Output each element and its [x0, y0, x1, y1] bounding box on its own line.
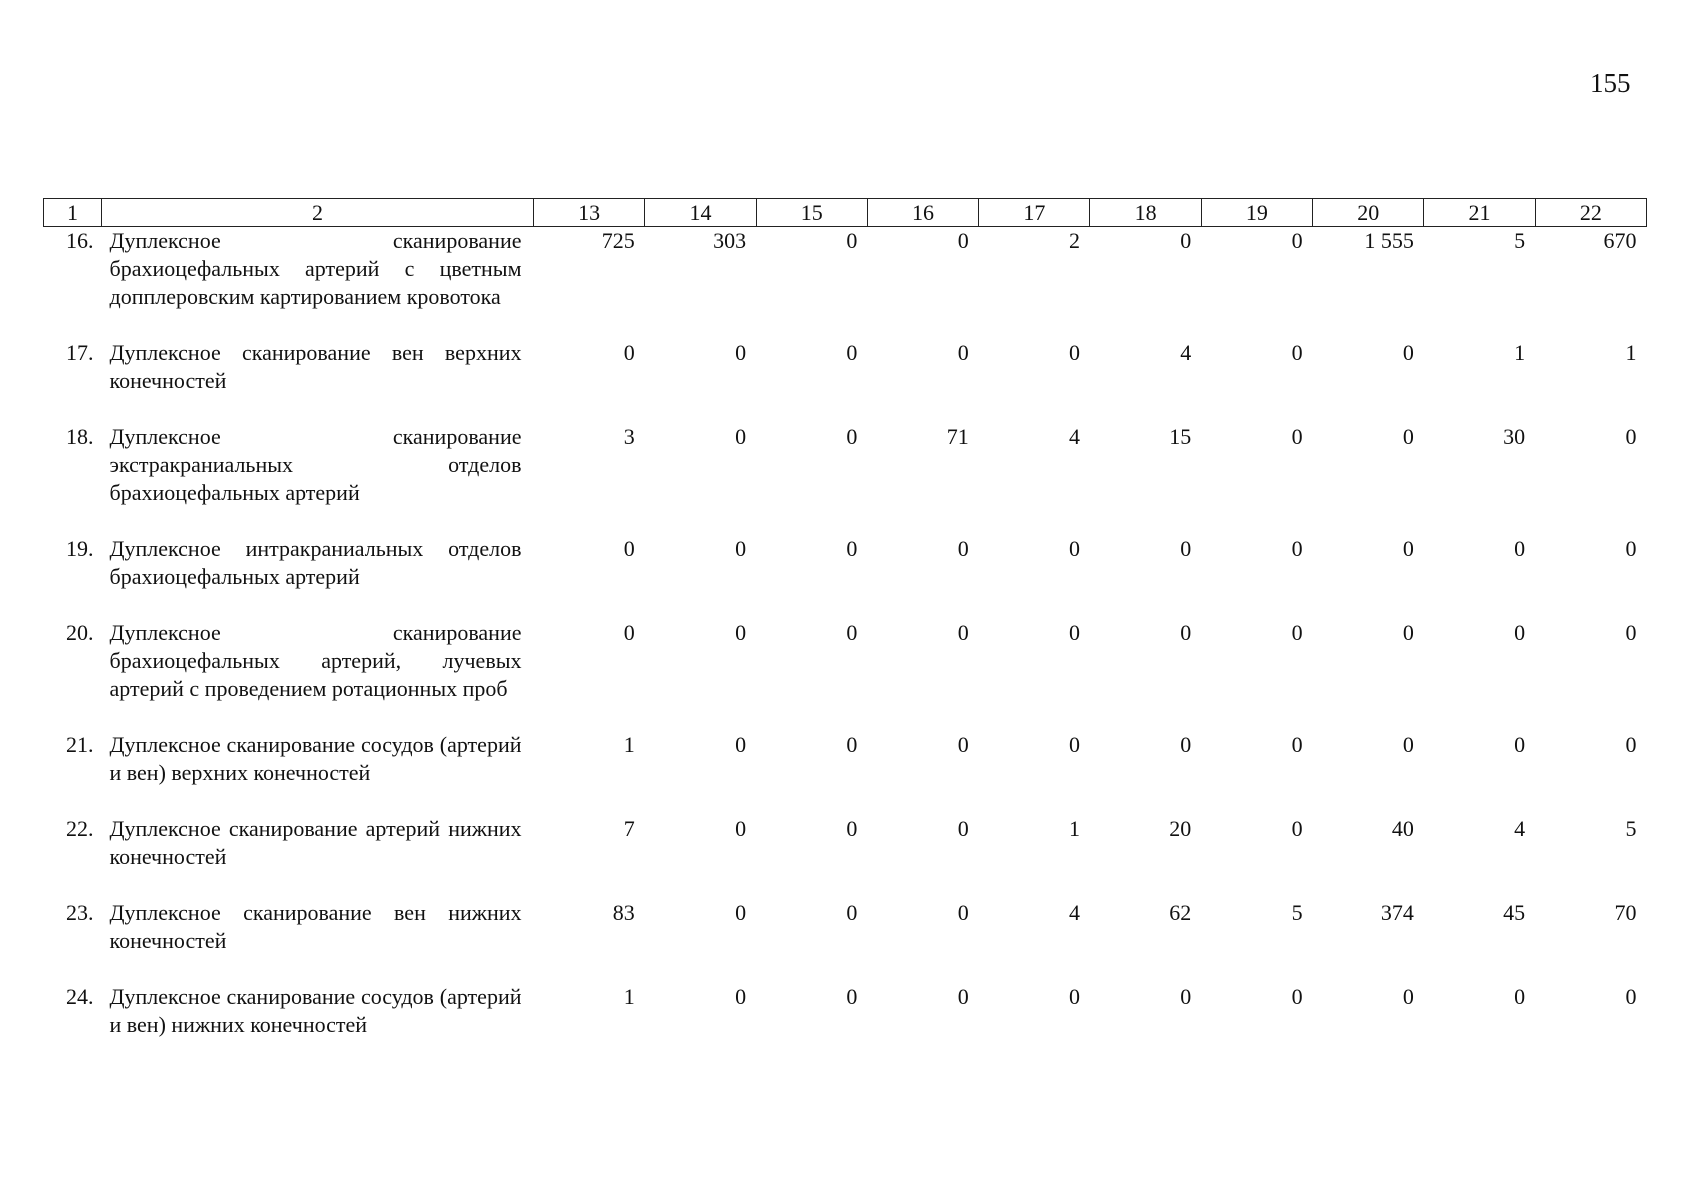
value-cell: 71 — [946, 424, 969, 449]
value-cell: 0 — [1402, 732, 1414, 757]
value-cell: 30 — [1503, 424, 1526, 449]
row-index: 23. — [66, 900, 94, 925]
value-cell: 0 — [1291, 620, 1303, 645]
value-cell: 4 — [1068, 900, 1080, 925]
value-cell: 0 — [957, 228, 969, 253]
row-index: 18. — [66, 424, 94, 449]
value-cell: 0 — [846, 984, 858, 1009]
table-row — [44, 815, 1647, 899]
value-cell: 0 — [1068, 984, 1080, 1009]
value-cell: 4 — [1068, 424, 1080, 449]
value-cell: 0 — [846, 816, 858, 841]
value-cell: 0 — [1291, 536, 1303, 561]
value-cell: 0 — [1402, 984, 1414, 1009]
value-cell: 0 — [957, 984, 969, 1009]
value-cell: 0 — [1291, 732, 1303, 757]
value-cell: 0 — [1514, 620, 1526, 645]
value-cell: 3 — [623, 424, 635, 449]
value-cell: 0 — [1625, 536, 1637, 561]
table-row — [44, 535, 1647, 619]
value-cell: 0 — [735, 424, 747, 449]
value-cell: 0 — [1291, 984, 1303, 1009]
value-cell: 0 — [1625, 620, 1637, 645]
value-cell: 0 — [846, 424, 858, 449]
table-row — [44, 731, 1647, 815]
value-cell: 0 — [735, 984, 747, 1009]
value-cell: 0 — [735, 900, 747, 925]
value-cell: 0 — [1068, 340, 1080, 365]
value-cell: 15 — [1169, 424, 1192, 449]
value-cell: 0 — [846, 900, 858, 925]
value-cell: 0 — [735, 732, 747, 757]
value-cell: 1 555 — [1364, 228, 1414, 253]
value-cell: 5 — [1514, 228, 1526, 253]
value-cell: 0 — [1625, 424, 1637, 449]
value-cell: 0 — [735, 620, 747, 645]
value-cell: 0 — [846, 732, 858, 757]
row-description: Дуплексное интракраниальных отделов брахиоцефальных артерий — [109, 536, 522, 589]
value-cell: 2 — [1068, 228, 1080, 253]
value-cell: 0 — [1291, 228, 1303, 253]
value-cell: 0 — [1514, 536, 1526, 561]
table-row — [44, 339, 1647, 423]
value-cell: 0 — [623, 536, 635, 561]
row-description: Дуплексное сканирование вен верхних конечностей — [109, 340, 522, 393]
value-cell: 0 — [1291, 816, 1303, 841]
value-cell: 83 — [612, 900, 635, 925]
value-cell: 0 — [735, 536, 747, 561]
value-cell: 1 — [623, 984, 635, 1009]
value-cell: 0 — [1180, 228, 1192, 253]
table-row — [44, 227, 1647, 340]
value-cell: 0 — [735, 816, 747, 841]
column-header: 2 — [102, 199, 534, 227]
column-header: 21 — [1424, 199, 1535, 227]
value-cell: 0 — [957, 732, 969, 757]
value-cell: 0 — [1068, 732, 1080, 757]
value-cell: 45 — [1503, 900, 1526, 925]
value-cell: 0 — [1402, 620, 1414, 645]
value-cell: 0 — [846, 620, 858, 645]
value-cell: 374 — [1380, 900, 1414, 925]
value-cell: 20 — [1169, 816, 1192, 841]
column-header: 17 — [979, 199, 1090, 227]
value-cell: 0 — [1068, 536, 1080, 561]
column-header: 14 — [645, 199, 756, 227]
value-cell: 5 — [1291, 900, 1303, 925]
value-cell: 5 — [1625, 816, 1637, 841]
value-cell: 0 — [846, 340, 858, 365]
value-cell: 7 — [623, 816, 635, 841]
value-cell: 0 — [623, 340, 635, 365]
table-row — [44, 983, 1647, 1067]
value-cell: 40 — [1391, 816, 1414, 841]
column-header: 1 — [44, 199, 102, 227]
row-index: 21. — [66, 732, 94, 757]
value-cell: 0 — [1180, 536, 1192, 561]
page-number: 155 — [1590, 68, 1631, 98]
value-cell: 0 — [1514, 984, 1526, 1009]
value-cell: 0 — [1291, 340, 1303, 365]
value-cell: 1 — [1068, 816, 1080, 841]
table-row — [44, 619, 1647, 731]
value-cell: 0 — [1625, 732, 1637, 757]
value-cell: 0 — [1625, 984, 1637, 1009]
column-header: 13 — [534, 199, 645, 227]
row-description: Дуплексное сканирование сосудов (артерий и вен) нижних конечностей — [109, 984, 522, 1037]
value-cell: 0 — [1068, 620, 1080, 645]
value-cell: 670 — [1603, 228, 1637, 253]
value-cell: 0 — [623, 620, 635, 645]
value-cell: 0 — [957, 536, 969, 561]
value-cell: 62 — [1169, 900, 1192, 925]
value-cell: 303 — [713, 228, 747, 253]
value-cell: 4 — [1514, 816, 1526, 841]
value-cell: 0 — [1180, 620, 1192, 645]
value-cell: 0 — [735, 340, 747, 365]
row-index: 17. — [66, 340, 94, 365]
value-cell: 725 — [601, 228, 635, 253]
row-index: 20. — [66, 620, 94, 645]
value-cell: 0 — [1514, 732, 1526, 757]
row-description: Дуплексное сканирование брахиоцефальных артерий с цветным допплеровским картированием кровотока — [109, 228, 522, 309]
row-index: 16. — [66, 228, 94, 253]
column-header: 22 — [1535, 199, 1646, 227]
value-cell: 0 — [1402, 340, 1414, 365]
column-header: 15 — [756, 199, 867, 227]
statistics-table — [43, 198, 1647, 1067]
column-header: 16 — [867, 199, 978, 227]
value-cell: 1 — [1625, 340, 1637, 365]
value-cell: 4 — [1180, 340, 1192, 365]
row-description: Дуплексное сканирование сосудов (артерий и вен) верхних конечностей — [109, 732, 522, 785]
row-description: Дуплексное сканирование экстракраниальных отделов брахиоцефальных артерий — [109, 424, 522, 505]
value-cell: 0 — [1180, 732, 1192, 757]
column-header: 18 — [1090, 199, 1201, 227]
value-cell: 70 — [1614, 900, 1637, 925]
column-header: 19 — [1201, 199, 1312, 227]
column-number-header-row — [44, 199, 1647, 227]
value-cell: 0 — [1180, 984, 1192, 1009]
value-cell: 0 — [957, 620, 969, 645]
table-body — [44, 227, 1647, 1068]
value-cell: 0 — [846, 536, 858, 561]
value-cell: 1 — [623, 732, 635, 757]
row-description: Дуплексное сканирование вен нижних конечностей — [109, 900, 522, 953]
row-index: 19. — [66, 536, 94, 561]
value-cell: 0 — [1402, 536, 1414, 561]
value-cell: 0 — [957, 900, 969, 925]
table-row — [44, 423, 1647, 535]
value-cell: 0 — [1402, 424, 1414, 449]
value-cell: 0 — [957, 340, 969, 365]
row-index: 24. — [66, 984, 94, 1009]
column-header: 20 — [1313, 199, 1424, 227]
row-description: Дуплексное сканирование брахиоцефальных артерий, лучевых артерий с проведением ротационных проб — [109, 620, 522, 701]
value-cell: 1 — [1514, 340, 1526, 365]
row-index: 22. — [66, 816, 94, 841]
value-cell: 0 — [957, 816, 969, 841]
value-cell: 0 — [1291, 424, 1303, 449]
value-cell: 0 — [846, 228, 858, 253]
row-description: Дуплексное сканирование артерий нижних конечностей — [109, 816, 522, 869]
table-row — [44, 899, 1647, 983]
